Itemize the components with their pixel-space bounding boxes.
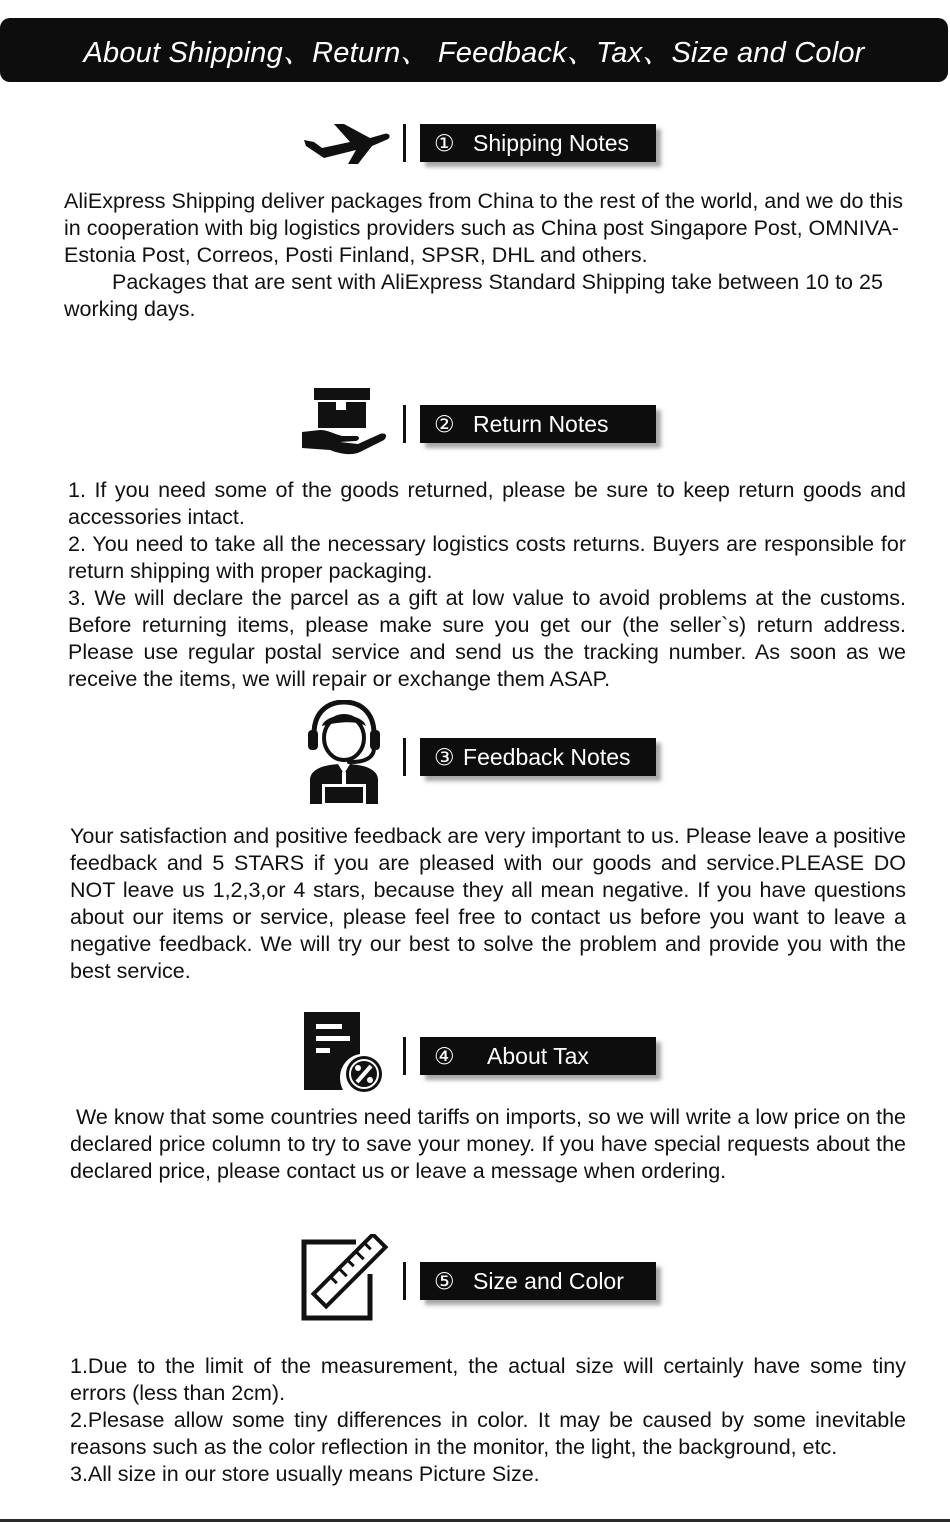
paragraph: Your satisfaction and positive feedback are very important to us. Please leave a positive feedback and 5 STARS if you are pleased with our goods and service.PLEASE DO NOT leave us 1,2,3,or 4 stars, because they all mean negative. If you have questions about our items or service, please feel free to contact us before you want to leave a negative feedback. We will try our best to solve the problem and provide you with the best service. [70,824,906,983]
section-divider [403,1262,406,1300]
paragraph: We know that some countries need tariffs on imports, so we will write a low price on the declared price column to try to save your money. If you have special requests about the declared price, please contact us or leave a message when ordering. [70,1105,906,1183]
size-and-color-body [70,1353,906,1488]
section-title: Feedback Notes [463,744,631,770]
feedback-notes-body [70,823,906,985]
section-number: ⑤ [434,1268,455,1294]
airplane-icon [300,118,392,172]
banner-title: About Shipping、Return、 Feedback、Tax、Size and Color [83,36,865,69]
section-divider [403,1037,406,1075]
section-number: ② [434,411,455,437]
return-notes-body [68,477,906,693]
paragraph: 1. If you need some of the goods returned, please be sure to keep return goods and accessories intact. [68,478,906,529]
section-title: About Tax [487,1043,589,1069]
paragraph: 2.Plesase allow some tiny differences in color. It may be caused by some inevitable reasons such as the color reflection in the monitor, the light, the background, etc. [70,1408,906,1459]
paragraph: 1.Due to the limit of the measurement, the actual size will certainly have some tiny errors (less than 2cm). [70,1354,906,1405]
size-and-color-label [420,1262,656,1300]
shipping-notes-label [420,124,656,162]
customer-service-agent-icon [304,700,384,808]
section-number: ③ [434,744,455,770]
about-tax-label [420,1037,656,1075]
section-divider [403,738,406,776]
section-title: Shipping Notes [473,130,630,156]
section-divider [403,405,406,443]
paragraph: 3. We will declare the parcel as a gift at low value to avoid problems at the customs. Before returning items, please make sure you get our (the seller`s) return address. Please use regular postal service and send us the tracking number. As soon as we receive the items, we will repair or exchange them ASAP. [68,586,906,691]
section-number: ④ [434,1043,455,1069]
paragraph: 3.All size in our store usually means Picture Size. [70,1462,540,1486]
section-number: ① [434,130,455,156]
section-title: Return Notes [473,411,609,437]
feedback-notes-label [420,738,656,776]
paragraph: AliExpress Shipping deliver packages from China to the rest of the world, and we do this in cooperation with big logistics providers such as China post Singapore Post, OMNIVA-Estonia Post, Correos, Posti Finland, SPSR, DHL and others. [64,189,903,267]
shipping-notes-body [64,188,906,323]
ruler-pencil-icon [300,1234,394,1322]
hand-box-icon [300,386,388,458]
paragraph: 2. You need to take all the necessary logistics costs returns. Buyers are responsible for return shipping with proper packaging. [68,532,906,583]
return-notes-label [420,405,656,443]
top-banner [0,18,948,82]
paragraph: Packages that are sent with AliExpress Standard Shipping take between 10 to 25 working days. [64,270,883,321]
tax-document-icon [302,1010,386,1092]
section-title: Size and Color [473,1268,624,1294]
about-tax-body [70,1104,906,1185]
section-divider [403,124,406,162]
